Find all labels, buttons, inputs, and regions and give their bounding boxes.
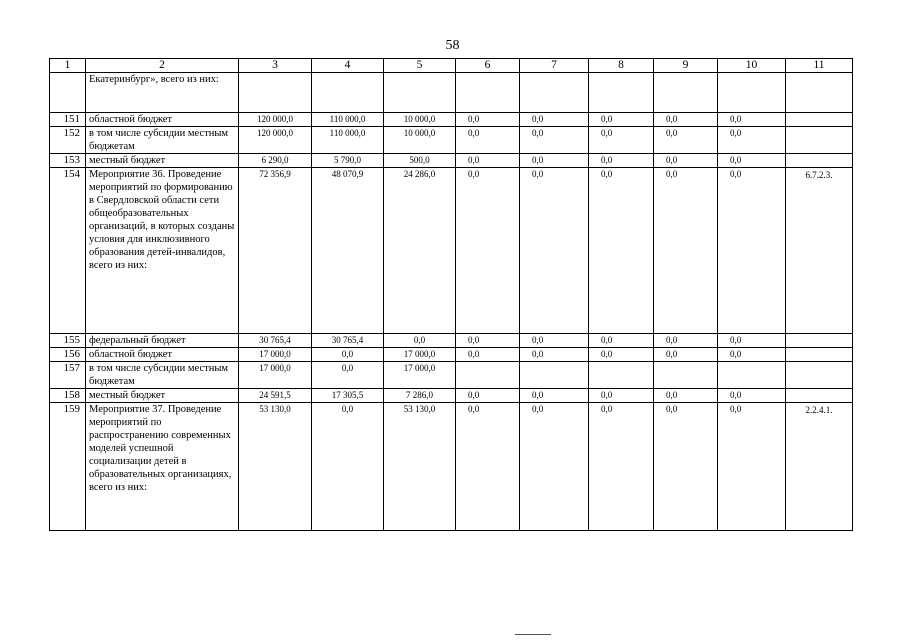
column-header: 11: [786, 59, 853, 73]
value-cell: 0,0: [654, 127, 718, 154]
item-name: в том числе субсидии местным бюджетам: [86, 362, 239, 389]
value-cell: 0,0: [718, 389, 786, 403]
value-cell: 17 000,0: [239, 348, 312, 362]
column-header: 6: [456, 59, 520, 73]
value-cell: 0,0: [520, 403, 589, 531]
page-number: 58: [445, 38, 460, 53]
header-row: [50, 59, 853, 73]
value-cell: 0,0: [589, 334, 654, 348]
value-cell: 0,0: [520, 348, 589, 362]
row-number: 154: [50, 168, 86, 334]
target-code: [786, 154, 853, 168]
value-cell: [520, 362, 589, 389]
value-cell: 500,0: [384, 154, 456, 168]
value-cell: 5 790,0: [312, 154, 384, 168]
value-cell: 0,0: [312, 362, 384, 389]
value-cell: 10 000,0: [384, 113, 456, 127]
row-number: [50, 73, 86, 113]
target-code: 2.2.4.1.: [786, 403, 853, 531]
value-cell: 0,0: [654, 348, 718, 362]
value-cell: 0,0: [456, 334, 520, 348]
table-row: [50, 168, 853, 334]
value-cell: 0,0: [718, 348, 786, 362]
target-code: 6.7.2.3.: [786, 168, 853, 334]
value-cell: [239, 73, 312, 113]
column-header: 10: [718, 59, 786, 73]
value-cell: 53 130,0: [239, 403, 312, 531]
value-cell: 6 290,0: [239, 154, 312, 168]
item-name: местный бюджет: [86, 154, 239, 168]
value-cell: 110 000,0: [312, 113, 384, 127]
row-number: 151: [50, 113, 86, 127]
value-cell: 0,0: [654, 389, 718, 403]
target-code: [786, 73, 853, 113]
value-cell: [589, 73, 654, 113]
value-cell: 0,0: [520, 113, 589, 127]
value-cell: 0,0: [718, 154, 786, 168]
item-name: областной бюджет: [86, 113, 239, 127]
budget-table: [49, 58, 853, 531]
value-cell: [312, 73, 384, 113]
value-cell: 0,0: [654, 113, 718, 127]
value-cell: 0,0: [654, 168, 718, 334]
row-number: 155: [50, 334, 86, 348]
column-header: 2: [86, 59, 239, 73]
value-cell: [654, 362, 718, 389]
value-cell: 0,0: [589, 113, 654, 127]
value-cell: 53 130,0: [384, 403, 456, 531]
table-row: [50, 127, 853, 154]
value-cell: 0,0: [456, 348, 520, 362]
row-number: 157: [50, 362, 86, 389]
value-cell: 30 765,4: [312, 334, 384, 348]
value-cell: 48 070,9: [312, 168, 384, 334]
value-cell: 0,0: [589, 389, 654, 403]
table-row: [50, 362, 853, 389]
value-cell: 0,0: [520, 168, 589, 334]
column-header: 3: [239, 59, 312, 73]
table-row: [50, 348, 853, 362]
value-cell: 0,0: [312, 348, 384, 362]
column-header: 9: [654, 59, 718, 73]
target-code: [786, 127, 853, 154]
value-cell: 0,0: [456, 389, 520, 403]
column-header: 4: [312, 59, 384, 73]
value-cell: 17 000,0: [239, 362, 312, 389]
column-header: 5: [384, 59, 456, 73]
target-code: [786, 334, 853, 348]
row-number: 158: [50, 389, 86, 403]
value-cell: 0,0: [654, 403, 718, 531]
value-cell: 0,0: [589, 168, 654, 334]
value-cell: 0,0: [456, 127, 520, 154]
value-cell: 0,0: [456, 113, 520, 127]
value-cell: 0,0: [589, 127, 654, 154]
value-cell: 17 305,5: [312, 389, 384, 403]
value-cell: 0,0: [589, 154, 654, 168]
value-cell: [520, 73, 589, 113]
value-cell: 0,0: [456, 168, 520, 334]
table-row: [50, 154, 853, 168]
table-row: [50, 113, 853, 127]
row-number: 156: [50, 348, 86, 362]
value-cell: 0,0: [718, 127, 786, 154]
value-cell: 0,0: [520, 389, 589, 403]
value-cell: [654, 73, 718, 113]
bottom-mark: [515, 634, 551, 635]
value-cell: 120 000,0: [239, 113, 312, 127]
value-cell: 0,0: [718, 334, 786, 348]
value-cell: [589, 362, 654, 389]
value-cell: 24 591,5: [239, 389, 312, 403]
value-cell: 110 000,0: [312, 127, 384, 154]
value-cell: 17 000,0: [384, 348, 456, 362]
value-cell: 24 286,0: [384, 168, 456, 334]
item-name: Мероприятие 36. Проведение мероприятий по формированию в Свердловской области сети общеобразовательных организаций, в которых созданы условия для инклюзивного образования детей-инвалидов, всего из них:: [86, 168, 239, 334]
value-cell: [384, 73, 456, 113]
value-cell: 0,0: [520, 154, 589, 168]
item-name: местный бюджет: [86, 389, 239, 403]
value-cell: 0,0: [312, 403, 384, 531]
value-cell: 0,0: [589, 348, 654, 362]
value-cell: [718, 362, 786, 389]
value-cell: 0,0: [520, 127, 589, 154]
column-header: 1: [50, 59, 86, 73]
value-cell: 0,0: [520, 334, 589, 348]
item-name: Екатеринбург», всего из них:: [86, 73, 239, 113]
item-name: областной бюджет: [86, 348, 239, 362]
value-cell: [718, 73, 786, 113]
value-cell: 0,0: [718, 113, 786, 127]
row-number: 159: [50, 403, 86, 531]
value-cell: 17 000,0: [384, 362, 456, 389]
value-cell: 0,0: [654, 154, 718, 168]
column-header: 7: [520, 59, 589, 73]
value-cell: 0,0: [718, 403, 786, 531]
value-cell: 7 286,0: [384, 389, 456, 403]
table-row: [50, 389, 853, 403]
value-cell: 0,0: [456, 403, 520, 531]
value-cell: [456, 73, 520, 113]
value-cell: 0,0: [456, 154, 520, 168]
item-name: Мероприятие 37. Проведение мероприятий по распространению современных моделей успешной социализации детей в образовательных организациях, всего из них:: [86, 403, 239, 531]
value-cell: 0,0: [589, 403, 654, 531]
value-cell: 0,0: [654, 334, 718, 348]
table-row: [50, 73, 853, 113]
target-code: [786, 348, 853, 362]
value-cell: 30 765,4: [239, 334, 312, 348]
value-cell: [456, 362, 520, 389]
row-number: 153: [50, 154, 86, 168]
value-cell: 72 356,9: [239, 168, 312, 334]
item-name: в том числе субсидии местным бюджетам: [86, 127, 239, 154]
column-header: 8: [589, 59, 654, 73]
item-name: федеральный бюджет: [86, 334, 239, 348]
value-cell: 10 000,0: [384, 127, 456, 154]
target-code: [786, 362, 853, 389]
table-row: [50, 334, 853, 348]
value-cell: 0,0: [384, 334, 456, 348]
row-number: 152: [50, 127, 86, 154]
value-cell: 0,0: [718, 168, 786, 334]
table-row: [50, 403, 853, 531]
target-code: [786, 389, 853, 403]
target-code: [786, 113, 853, 127]
value-cell: 120 000,0: [239, 127, 312, 154]
